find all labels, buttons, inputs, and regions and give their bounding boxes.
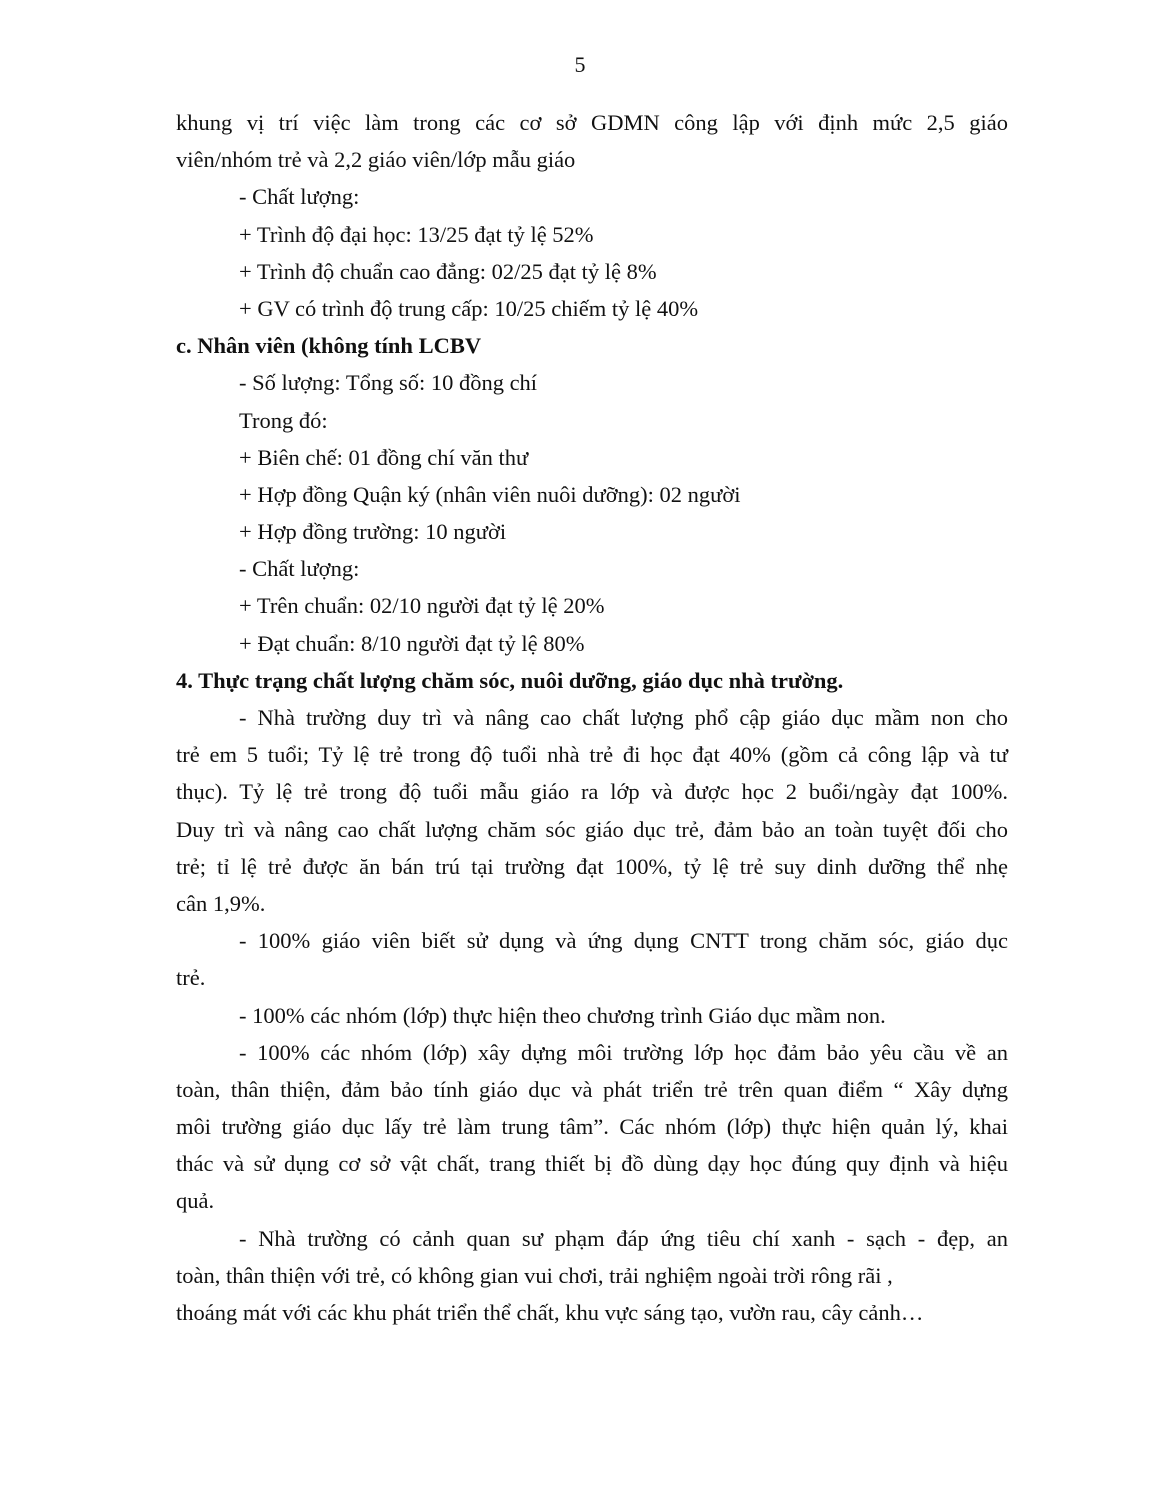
text-line: trẻ. [176, 965, 206, 991]
text-line: - 100% các nhóm (lớp) thực hiện theo chương trình Giáo dục mầm non. [239, 1002, 886, 1028]
text-line: thoáng mát với các khu phát triển thể chất, khu vực sáng tạo, vườn rau, cây cảnh… [176, 1300, 924, 1325]
page-number: 5 [574, 52, 586, 77]
text-line: - Số lượng: Tổng số: 10 đồng chí [239, 370, 538, 396]
text-line: - 100% giáo viên biết sử dụng và ứng dụng CNTT trong chăm sóc, giáo dục [239, 928, 1008, 954]
text-line: khung vị trí việc làm trong các cơ sở GDMN công lập với định mức 2,5 giáo [176, 110, 1008, 135]
section-heading: c. Nhân viên (không tính LCBV [176, 333, 482, 359]
text-line: - Chất lượng: [239, 556, 360, 582]
section-heading: 4. Thực trạng chất lượng chăm sóc, nuôi dưỡng, giáo dục nhà trường. [176, 667, 844, 693]
list-item: + GV có trình độ trung cấp: 10/25 chiếm tỷ lệ 40% [239, 295, 699, 321]
text-line: trẻ; tỉ lệ trẻ được ăn bán trú tại trường đạt 100%, tỷ lệ trẻ suy dinh dưỡng thể nhẹ [176, 853, 1008, 879]
list-item: + Đạt chuẩn: 8/10 người đạt tỷ lệ 80% [239, 630, 585, 656]
list-item: + Hợp đồng trường: 10 người [239, 519, 507, 545]
text-line: toàn, thân thiện với trẻ, có không gian vui chơi, trải nghiệm ngoài trời rông rãi , [176, 1262, 893, 1288]
text-line: Trong đó: [239, 407, 328, 433]
list-item: + Hợp đồng Quận ký (nhân viên nuôi dưỡng): 02 người [239, 481, 741, 507]
text-line: - 100% các nhóm (lớp) xây dựng môi trường lớp học đảm bảo yêu cầu về an [239, 1039, 1008, 1065]
text-line: cân 1,9%. [176, 890, 266, 916]
text-line: trẻ em 5 tuổi; Tỷ lệ trẻ trong độ tuổi nhà trẻ đi học đạt 40% (gồm cả công lập và tư [176, 742, 1008, 768]
list-item: + Biên chế: 01 đồng chí văn thư [239, 444, 529, 470]
text-line: thục). Tỷ lệ trẻ trong độ tuổi mẫu giáo ra lớp và được học 2 buổi/ngày đạt 100%. [176, 779, 1008, 805]
text-line: thác và sử dụng cơ sở vật chất, trang thiết bị đồ dùng dạy học đúng quy định và hiệu [176, 1151, 1008, 1177]
text-line: môi trường giáo dục lấy trẻ làm trung tâm”. Các nhóm (lớp) thực hiện quản lý, khai [176, 1114, 1008, 1140]
text-line: - Nhà trường có cảnh quan sư phạm đáp ứng tiêu chí xanh - sạch - đẹp, an [239, 1225, 1008, 1251]
text-line: - Chất lượng: [239, 184, 360, 210]
list-item: + Trên chuẩn: 02/10 người đạt tỷ lệ 20% [239, 593, 605, 619]
text-line: viên/nhóm trẻ và 2,2 giáo viên/lớp mẫu giáo [176, 147, 576, 173]
list-item: + Trình độ chuẩn cao đẳng: 02/25 đạt tỷ lệ 8% [239, 258, 657, 284]
document-body [176, 104, 1008, 1331]
text-line: - Nhà trường duy trì và nâng cao chất lượng phổ cập giáo dục mầm non cho [239, 705, 1008, 730]
text-line: Duy trì và nâng cao chất lượng chăm sóc giáo dục trẻ, đảm bảo an toàn tuyệt đối cho [176, 816, 1008, 842]
list-item: + Trình độ đại học: 13/25 đạt tỷ lệ 52% [239, 221, 594, 247]
text-line: quả. [176, 1188, 215, 1214]
text-line: toàn, thân thiện, đảm bảo tính giáo dục và phát triển trẻ trên quan điểm “ Xây dựng [176, 1076, 1008, 1102]
